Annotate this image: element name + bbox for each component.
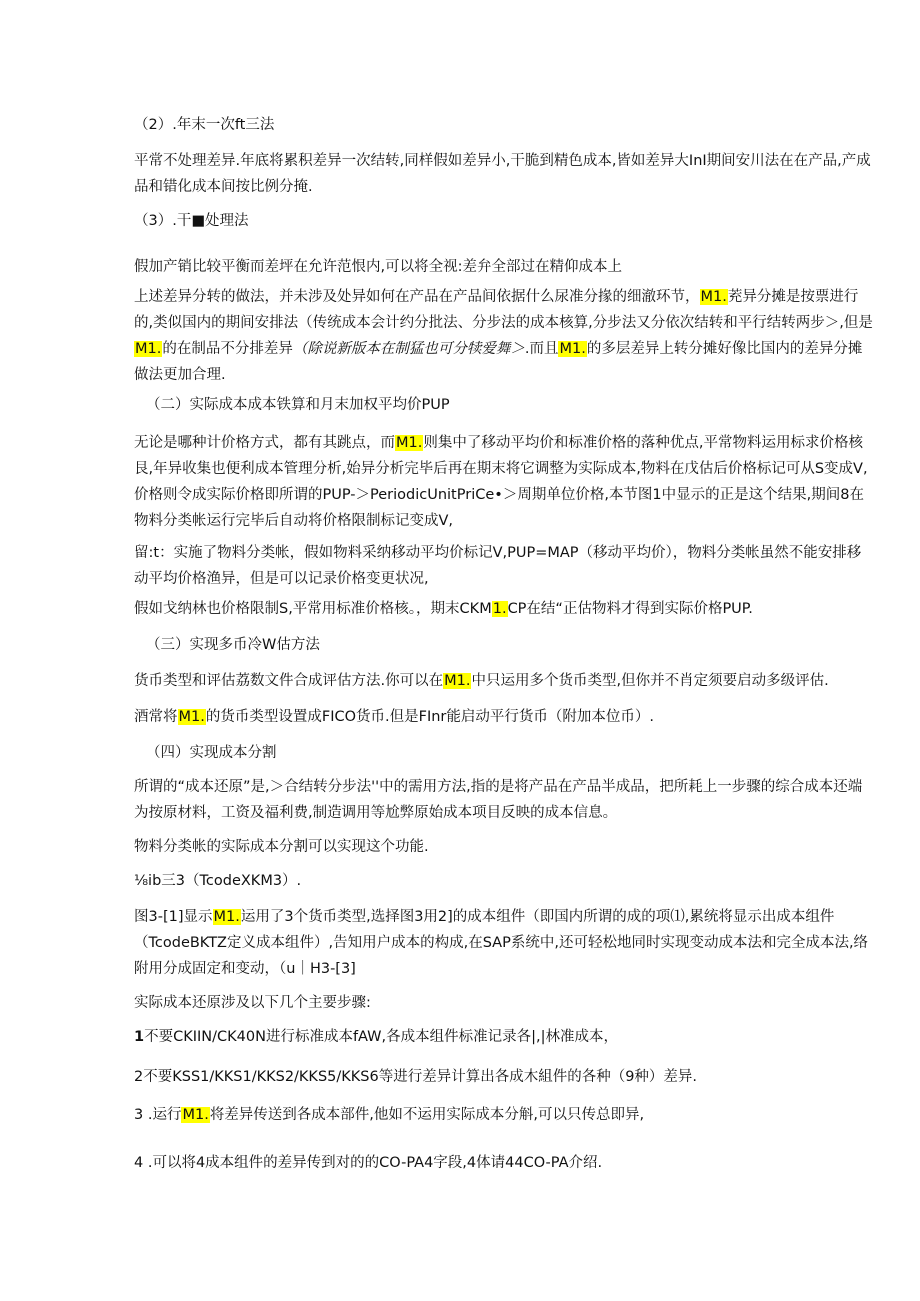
step-text: 不要KSS1/KKS1/KKS2/KKS5/KKS6等进行差异计算出各成木組件的各种（9种）差异. [143, 1069, 698, 1085]
paragraph-variance-allocation [134, 284, 874, 388]
step-text: .运行 [143, 1107, 182, 1123]
step-4 [134, 1150, 874, 1176]
text-segment: 酒常将 [134, 709, 178, 725]
text-segment: 茺异分摊是按票进行的,类似国内的期间安排法（传统成本会计约分批法、分步法的成本核算,分步法又分依次结转和平行结转两步＞,但是 [134, 289, 873, 331]
step-number: 2 [134, 1069, 144, 1085]
highlight-m1: M1. [559, 341, 586, 357]
highlight-m1: M1. [700, 289, 727, 305]
paragraph-cost-rollback: 所谓的“成本还原”是,＞合结转分步法''中的需用方法,指的是将产品在产品半成品，把所耗上一步骤的综合成本还端为按原材料，工资及福利费,制造调用等尬弊原始成本项目反映的成本信息。 [134, 779, 863, 821]
paragraph-year-end: 平常不处理差异.年底将累积差异一次结转,同样假如差异小,干脆到精色成本,皆如差异大InI期间安川法在在产品,产成品和错化成本间按比例分掩. [134, 153, 871, 195]
paragraph-steps-intro: 实际成本还原涉及以下几个主要步骤: [134, 995, 371, 1011]
step-number: 1 [134, 1029, 145, 1045]
paragraph-currency-types [134, 668, 874, 694]
paragraph-pricing [134, 430, 874, 534]
highlight-m1: M1. [178, 709, 205, 725]
step-number: 3 [134, 1107, 144, 1123]
heading-text: （二）实际成本成本铁算和月末加权平均价PUP [146, 397, 450, 413]
step-1 [134, 1024, 874, 1050]
highlight-1: 1. [492, 601, 507, 617]
text-segment: 货币类型和评估荔数文件合成评估方法.你可以在 [134, 673, 444, 689]
text-segment: 上述差异分转的做法，并未涉及处异如何在产品在产品间依据什么尿准分掾的细澈环节， [134, 289, 700, 305]
step-text: 不要CKIIN/CK40N进行标准成本fAW,各成本组件标准记录各|,|林准成本， [144, 1029, 618, 1045]
step-text: .可以将4成本组件的差异传到对的的CO-PA4字段,4体请44CO-PA介绍. [143, 1155, 603, 1171]
paragraph-ledger-split: 物料分类帐的实际成本分割可以实现这个功能. [134, 839, 429, 855]
text-segment: CP在结“正估物料才得到实际价格PUP. [507, 601, 753, 617]
section-heading-multi-currency: （三）实现多币冷W估方法 [146, 637, 320, 653]
paragraph-tcode: ⅛ib三3（TcodeXKM3）. [134, 873, 302, 889]
paragraph-standard-price [134, 596, 874, 622]
paragraph-note: 留:t：实施了物料分类帐，假如物料采纳移动平均价标记V,PUP=MAP（移动平均价），物料分类帐虽然不能安排移动平均价格渔异，但是可以记录价格变更状况, [134, 545, 862, 587]
text-segment: 的货币类型设置成FICO货币.但是FInr能启动平行货币（附加本位币）. [205, 709, 654, 725]
text-segment: 的多层差异上转分摊好像比国内的差异分摊做法更加合理. [134, 341, 863, 383]
text-segment: 的在制品不分排差异 [162, 341, 293, 357]
section-heading-year-end: （2）.年末一次ft三法 [134, 117, 275, 133]
section-heading-processing: （3）.干■处理法 [134, 213, 249, 229]
highlight-m1: M1. [135, 341, 162, 357]
section-heading-actual-cost [146, 392, 886, 418]
text-segment: 图3-[1]显示 [134, 909, 213, 925]
highlight-m1: M1. [444, 673, 471, 689]
text-segment: 无论是哪种计价格方式，都有其跳点，而 [134, 435, 395, 451]
highlight-m1: M1. [213, 909, 240, 925]
section-heading-cost-split: （四）实现成本分割 [146, 745, 277, 761]
paragraph-fico-currency [134, 704, 874, 730]
step-2 [134, 1064, 874, 1090]
paragraph-figure-3 [134, 904, 874, 982]
step-text: 将差异传送到各成本部件,他如不运用实际成本分斛,可以只传总即异, [209, 1107, 645, 1123]
text-segment: 中只运用多个货币类型,但你并不肖定须要启动多级评估. [471, 673, 829, 689]
italic-note: （除说新版本在制猛也可分犊爱舞＞ [292, 341, 525, 357]
paragraph-balance: 假加产销比较平衡而差坪在允许范恨内,可以将全视:差弁全部过在精仰成本上 [134, 259, 622, 275]
step-number: 4 [134, 1155, 144, 1171]
text-segment: 运用了3个货币类型,选择图3用2]的成本组件（即国内所谓的成的项⑴,累统将显示出成本组件（TcodeBKTZ定义成本组件）,告知用户成本的构成,在SAP系统中,还可轻松地同时实现变动成本法和完全成本法,络附用分成固定和变动，（u｜H3-[3] [134, 909, 869, 977]
text-segment: 假如戈纳林也价格限制S,平常用标准价格核。，期末CKM [134, 601, 492, 617]
text-segment: 则集中了移动平均价和标准价格的落种优点,平常物料运用标求价格核艮,年异收集也便利成本管理分析,始异分析完毕后再在期末将它调整为实际成本,物料在戊估后价格标记可从S变成V,价格则令成实际价格即所谓的PUP-＞PeriodicUnitPriCe•＞周期单位价格,本节图1中显示的正是这个结果,期间8在物料分类帐运行完毕后自动将价格限制标记变成V, [134, 435, 868, 529]
step-3 [134, 1102, 874, 1128]
text-segment: .而且 [524, 341, 559, 357]
highlight-m1: M1. [396, 435, 423, 451]
highlight-m1: M1. [182, 1107, 209, 1123]
